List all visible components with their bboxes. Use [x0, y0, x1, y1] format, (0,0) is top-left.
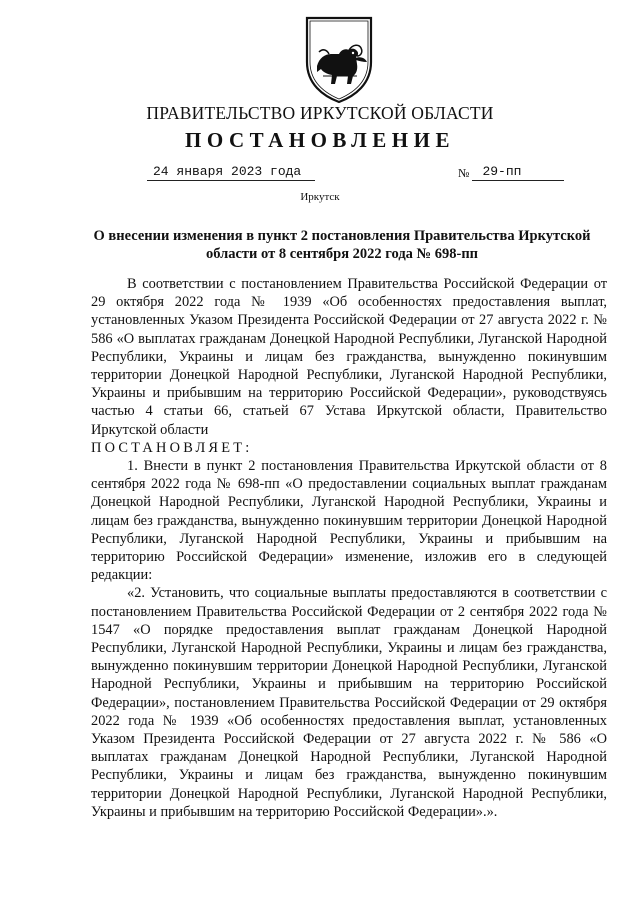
document-date: 24 января 2023 года: [147, 164, 315, 181]
organization-title: ПРАВИТЕЛЬСТВО ИРКУТСКОЙ ОБЛАСТИ: [146, 103, 494, 123]
document-subject: О внесении изменения в пункт 2 постановления Правительства Иркутской области от 8 сентября 2022 года № 698-пп: [93, 228, 591, 262]
number-sign: №: [458, 166, 470, 180]
coat-of-arms-icon: [301, 14, 377, 104]
document-number-block: [458, 164, 564, 180]
resolves-heading: ПОСТАНОВЛЯЕТ:: [91, 439, 253, 456]
document-number: 29-пп: [472, 164, 564, 181]
preamble-paragraph: В соответствии с постановлением Правительства Российской Федерации от 29 октября 2022 года № 1939 «Об особенностях предоставления выплат, установленных Указом Президента Российской Федерации от 27 августа 2022 г. № 586 «О выплатах гражданам Донецкой Народной Республики, Луганской Народной Республики, Украины и лицам без гражданства, вынужденно покинувшим территории Донецкой Народной Республики, Луганской Народной Республики, Украины и прибывшим на территорию Российской Федерации», руководствуясь частью 4 статьи 66, статьей 67 Устава Иркутской области, Правительство Иркутской области: [91, 276, 607, 438]
document-type-heading: ПОСТАНОВЛЕНИЕ: [185, 128, 455, 152]
document-body: [91, 275, 607, 821]
item-1-paragraph: 1. Внести в пункт 2 постановления Правительства Иркутской области от 8 сентября 2022 года № 698-пп «О предоставлении социальных выплат гражданам Донецкой Народной Республики, Луганской Народной Республики, Украины и лицам без гражданства, вынужденно покинувшим территории Донецкой Народной Республики, Луганской Народной Республики, Украины и прибывшим на территорию Российской Федерации» изменение, изложив его в следующей редакции:: [91, 458, 607, 584]
item-2-paragraph: «2. Установить, что социальные выплаты предоставляются в соответствии с постановлением Правительства Российской Федерации от 2 сентября 2022 года № 1547 «О порядке предоставления выплат гражданам Донецкой Народной Республики, Луганской Народной Республики, Украины и лицам без гражданства, вынужденно покинувшим территории Донецкой Народной Республики, Луганской Народной Республики, Украины и прибывшим на территорию Российской Федерации», постановлением Правительства Российской Федерации от 29 октября 2022 года № 1939 «Об особенностях предоставления выплат, установленных Указом Президента Российской Федерации от 27 августа 2022 г. № 586 «О выплатах гражданам Донецкой Народной Республики, Луганской Народной Республики, Украины и лицам без гражданства, вынужденно покинувшим территории Донецкой Народной Республики, Луганской Народной Республики, Украины и прибывшим на территорию Российской Федерации».».: [91, 585, 607, 820]
city-name: Иркутск: [300, 191, 340, 203]
